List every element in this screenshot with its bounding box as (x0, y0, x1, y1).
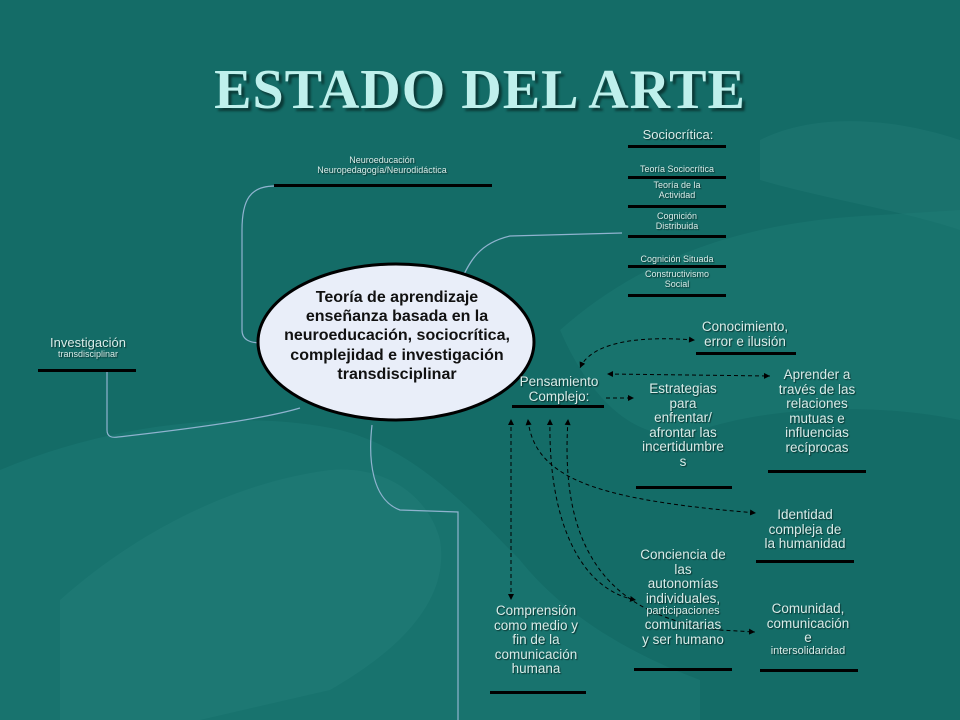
aprender-underline (768, 470, 866, 473)
sociocritica-item: Teoría Sociocrítica (639, 164, 715, 174)
node-line: Conocimiento, (701, 319, 789, 334)
sociocritica-item: Cognición Situada (640, 254, 714, 264)
conciencia-node (630, 548, 736, 647)
node-line: fin de la (512, 632, 560, 648)
sociocritica-item: Teoría de la Actividad (653, 180, 701, 200)
neuro-label: Neuroeducación (349, 155, 415, 165)
central-line: neuroeducación, sociocrítica, (284, 327, 510, 345)
node-line: enfrentar/ (654, 410, 712, 426)
node-line: como medio y (493, 617, 579, 633)
central-line: Teoría de aprendizaje (315, 289, 479, 306)
central-line: enseñanza basada en la (305, 308, 489, 326)
sociocritica-item: Constructivismo Social (644, 269, 709, 289)
node-line: comunitarias (644, 617, 722, 633)
sociocritica-item-underline (628, 294, 726, 297)
node-line: y ser humano (642, 631, 724, 647)
node-line: individuales, (645, 590, 721, 606)
node-line: Estrategias (649, 381, 717, 396)
comprension-node (484, 604, 588, 677)
estrategias-underline (636, 486, 732, 489)
node-line: s (679, 453, 687, 469)
sociocritica-underline (628, 145, 726, 148)
sociocritica-item-underline (628, 235, 726, 238)
pensamiento-label: Pensamiento (519, 374, 599, 389)
node-line: Conciencia de (640, 547, 726, 562)
page-title: ESTADO DEL ARTE (214, 59, 746, 121)
node-line: influencias (785, 425, 849, 441)
sociocritica-item-underline (628, 265, 726, 268)
node-line: participaciones (646, 605, 720, 618)
central-line: transdisciplinar (337, 365, 457, 383)
node-line: humana (511, 661, 561, 677)
conocimiento-underline (696, 352, 796, 355)
node-line: afrontar las (649, 424, 717, 440)
node-line: comunicación (766, 615, 850, 631)
node-line: las (674, 561, 692, 577)
central-node-text (262, 288, 532, 384)
investigacion-node (36, 336, 140, 360)
node-line: recíprocas (785, 439, 849, 455)
node-line: comunicación (494, 646, 578, 662)
node-line: compleja de (768, 521, 842, 537)
neuro-sublabel: Neuropedagogía/Neurodidáctica (317, 164, 447, 175)
neuro-node (272, 156, 492, 175)
sociocritica-item-underline (628, 176, 726, 179)
investigacion-label: Investigación (50, 335, 126, 350)
node-line: error e ilusión (704, 333, 786, 349)
node-line: e (804, 630, 812, 646)
aprender-node (766, 368, 868, 455)
node-line: para (669, 395, 697, 411)
estrategias-node (632, 382, 734, 469)
conocimiento-node (690, 320, 800, 349)
investigacion-underline (38, 369, 136, 372)
node-line: incertidumbre (642, 439, 724, 455)
sociocritica-header: Sociocrítica: (642, 127, 714, 142)
conciencia-underline (634, 668, 732, 671)
sociocritica-item: Cognición Distribuida (655, 211, 699, 231)
neuro-underline (274, 184, 492, 187)
node-line: través de las (778, 381, 856, 397)
pensamiento-node (512, 375, 606, 404)
comunidad-node (756, 602, 860, 658)
node-line: Comunidad, (771, 601, 845, 616)
sociocritica-item-underline (628, 205, 726, 208)
node-line: autonomías (647, 576, 719, 592)
node-line: mutuas e (789, 410, 845, 426)
node-line: la humanidad (764, 536, 846, 552)
comprension-underline (490, 691, 586, 694)
pensamiento-sublabel: Complejo: (528, 388, 590, 404)
central-line: complejidad e investigación (290, 346, 504, 364)
node-line: relaciones (786, 396, 848, 412)
identidad-node (752, 508, 858, 552)
comunidad-underline (760, 669, 858, 672)
pensamiento-underline (512, 405, 604, 408)
node-line: Comprensión (495, 603, 577, 618)
node-line: Identidad (777, 507, 833, 522)
node-line: intersolidaridad (770, 644, 846, 657)
investigacion-sublabel: transdisciplinar (57, 349, 119, 360)
identidad-underline (756, 560, 854, 563)
node-line: Aprender a (783, 367, 851, 382)
